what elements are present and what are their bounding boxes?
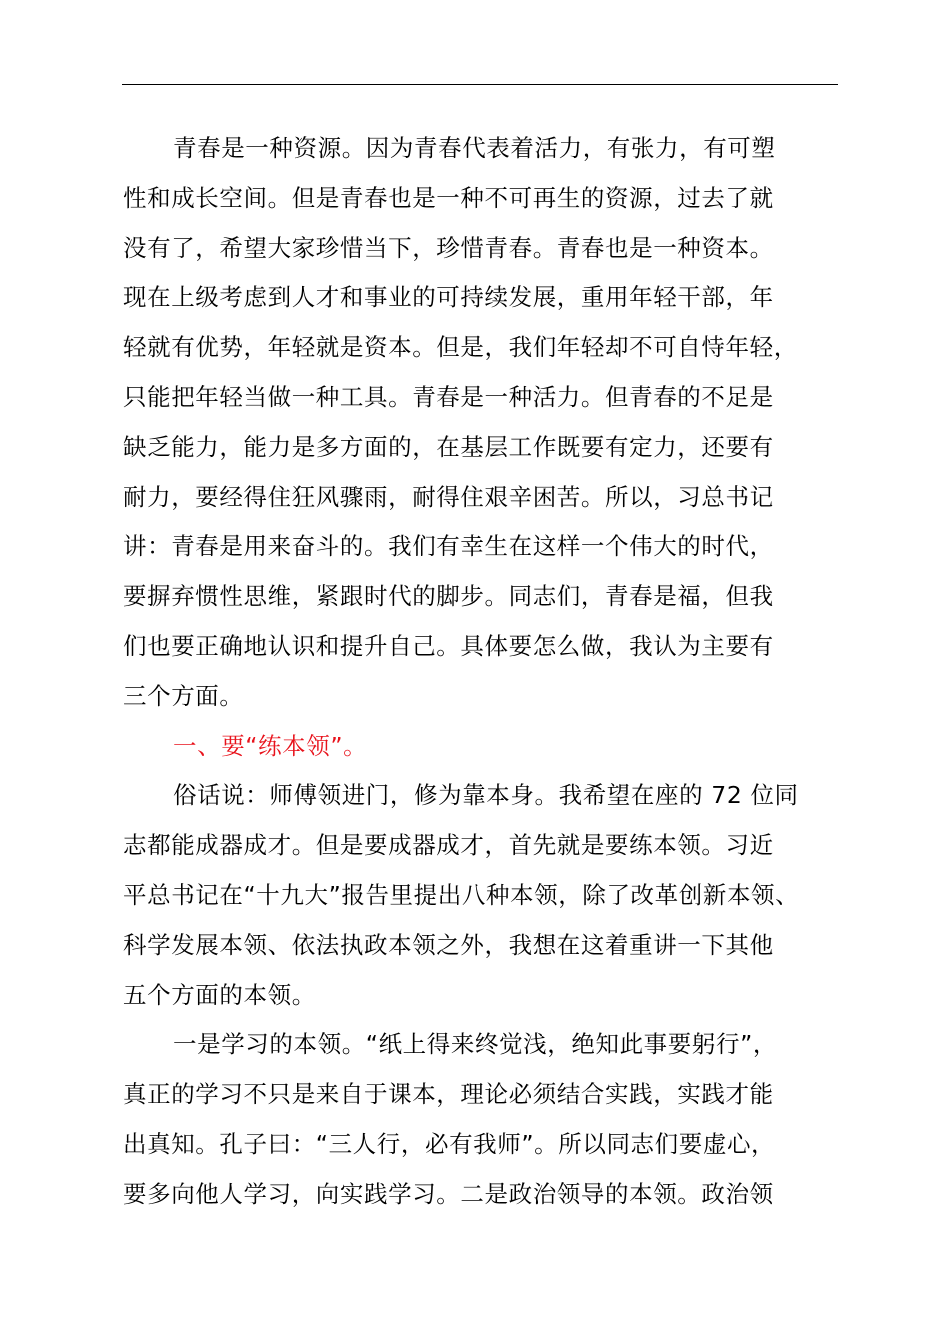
text-line: 性和成长空间。但是青春也是一种不可再生的资源，过去了就 xyxy=(123,183,774,212)
text-line: 要多向他人学习，向实践学习。二是政治领导的本领。政治领 xyxy=(123,1179,774,1208)
text-line: 平总书记在“十九大”报告里提出八种本领，除了改革创新本领、 xyxy=(123,880,800,909)
section-heading-text: 一、要“练本领”。 xyxy=(173,731,368,760)
text-line: 要摒弃惯性思维，紧跟时代的脚步。同志们，青春是福，但我 xyxy=(123,582,774,611)
section-heading xyxy=(123,722,843,772)
text-line: 真正的学习不只是来自于课本，理论必须结合实践，实践才能 xyxy=(123,1080,774,1109)
text-line: 三个方面。 xyxy=(123,681,244,710)
text-line: 青春是一种资源。因为青春代表着活力，有张力，有可塑 xyxy=(173,134,776,162)
text-line: 科学发展本领、依法执政本领之外，我想在这着重讲一下其他 xyxy=(123,930,774,959)
text-line: 只能把年轻当做一种工具。青春是一种活力。但青春的不足是 xyxy=(123,382,774,411)
text-line: 出真知。孔子曰：“三人行，必有我师”。所以同志们要虚心， xyxy=(123,1129,776,1158)
paragraph-learning-skill xyxy=(123,1020,843,1219)
header-rule xyxy=(122,84,838,85)
document-body xyxy=(123,124,843,1220)
paragraph-practice-skills xyxy=(123,771,843,1020)
text-line: 缺乏能力，能力是多方面的，在基层工作既要有定力，还要有 xyxy=(123,432,774,461)
text-line: 们也要正确地认识和提升自己。具体要怎么做，我认为主要有 xyxy=(123,631,774,660)
text-line: 讲：青春是用来奋斗的。我们有幸生在这样一个伟大的时代， xyxy=(123,532,774,561)
text-line: 一是学习的本领。“纸上得来终觉浅，绝知此事要躬行”， xyxy=(173,1030,777,1059)
text-line: 轻就有优势，年轻就是资本。但是，我们年轻却不可自恃年轻， xyxy=(123,333,798,362)
text-line: 耐力，要经得住狂风骤雨，耐得住艰辛困苦。所以，习总书记 xyxy=(123,482,774,511)
text-line: 志都能成器成才。但是要成器成才，首先就是要练本领。习近 xyxy=(123,831,774,860)
text-line: 没有了，希望大家珍惜当下，珍惜青春。青春也是一种资本。 xyxy=(123,233,774,262)
paragraph-youth-resource xyxy=(123,124,843,722)
text-line: 俗话说：师傅领进门，修为靠本身。我希望在座的 72 位同 xyxy=(173,781,799,810)
text-line: 现在上级考虑到人才和事业的可持续发展，重用年轻干部，年 xyxy=(123,283,774,312)
text-line: 五个方面的本领。 xyxy=(123,980,316,1009)
